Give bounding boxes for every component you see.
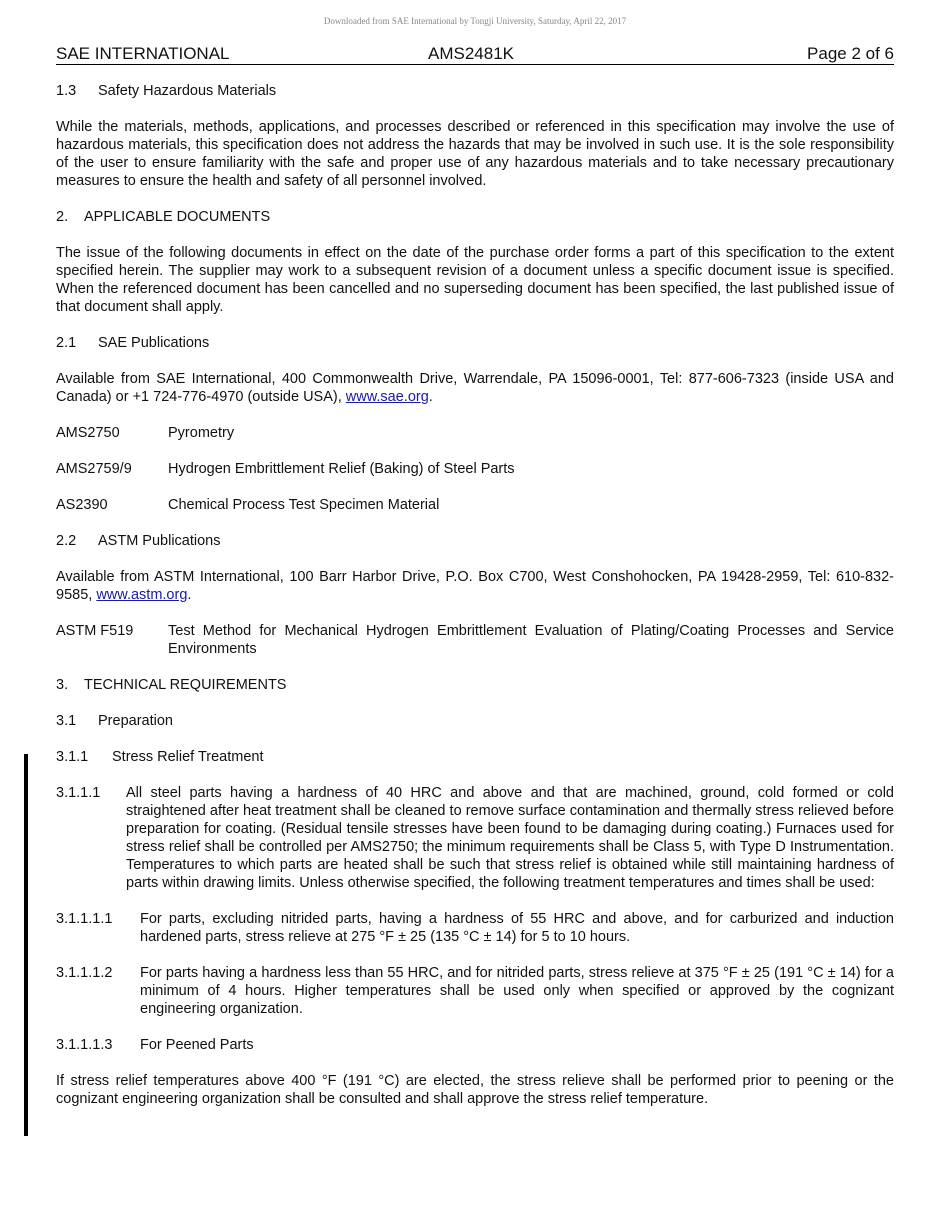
paragraph-3-1-1-1 (56, 784, 894, 892)
paragraph-3-1-1-1-2 (56, 964, 894, 1018)
section-heading-3-1 (56, 712, 894, 730)
section-title: TECHNICAL REQUIREMENTS (84, 677, 287, 693)
reference-item (56, 460, 894, 478)
reference-code: ASTM F519 (56, 623, 134, 639)
section-title: Stress Relief Treatment (112, 749, 264, 765)
header-org: SAE INTERNATIONAL (56, 44, 230, 63)
reference-title: Hydrogen Embrittlement Relief (Baking) of Steel Parts (168, 461, 515, 477)
section-heading-3 (56, 676, 894, 694)
astm-availability-text: Available from ASTM International, 100 Barr Harbor Drive, P.O. Box C700, West Conshohocken, PA 19428-2959, Tel: 610-832-9585, (56, 569, 894, 603)
section-heading-1-3 (56, 82, 894, 100)
paragraph-number: 3.1.1.1.3 (56, 1037, 113, 1053)
reference-title: Chemical Process Test Specimen Material (168, 497, 440, 513)
paragraph-3-1-1-1-1 (56, 910, 894, 946)
header-doc-number: AMS2481K (428, 44, 514, 63)
paragraph-safety: While the materials, methods, applications, and processes described or referenced in this specification may involve the use of hazardous materials, this specification does not address the hazards that may be involved in such use. It is the sole responsibility of the user to ensure familiarity with the safe and proper use of any hazardous materials and to take necessary precautionary measures to ensure the health and safety of all personnel involved. (56, 119, 894, 189)
section-title: Safety Hazardous Materials (98, 83, 277, 99)
paragraph-number: 3.1.1.1.1 (56, 911, 113, 927)
reference-code: AMS2759/9 (56, 461, 132, 477)
section-heading-2 (56, 208, 894, 226)
section-heading-2-1 (56, 334, 894, 352)
section-number: 3.1 (56, 713, 77, 729)
reference-code: AMS2750 (56, 425, 120, 441)
paragraph-number: 3.1.1.1 (56, 785, 101, 801)
paragraph-text: For parts, excluding nitrided parts, having a hardness of 55 HRC and above, and for carburized and induction hardened parts, stress relieve at 275 °F ± 25 (135 °C ± 14) for 5 to 10 hours. (140, 911, 894, 945)
reference-title: Test Method for Mechanical Hydrogen Embrittlement Evaluation of Plating/Coating Processes and Service Environments (168, 623, 894, 657)
paragraph-peened-parts: If stress relief temperatures above 400 °F (191 °C) are elected, the stress relieve shall be performed prior to peening or the cognizant engineering organization shall be consulted and shall approve the stress relief temperature. (56, 1073, 894, 1107)
paragraph-astm-availability (56, 568, 894, 604)
reference-item (56, 424, 894, 442)
section-number: 2.2 (56, 533, 77, 549)
revision-change-bar (24, 754, 28, 1136)
download-banner: Downloaded from SAE International by Tongji University, Saturday, April 22, 2017 (323, 16, 627, 26)
paragraph-3-1-1-1-3 (56, 1036, 894, 1054)
section-title: ASTM Publications (98, 533, 221, 549)
paragraph-sae-availability (56, 370, 894, 406)
astm-website-link[interactable]: www.astm.org (96, 587, 188, 603)
section-number: 2. (56, 209, 69, 225)
section-title: SAE Publications (98, 335, 210, 351)
sae-availability-text: Available from SAE International, 400 Commonwealth Drive, Warrendale, PA 15096-0001, Tel: 877-606-7323 (inside USA and Canada) or +1 724-776-4970 (outside USA), (56, 371, 894, 405)
section-heading-3-1-1 (56, 748, 894, 766)
paragraph-applicable-documents: The issue of the following documents in effect on the date of the purchase order forms a part of this specification to the extent specified herein. The supplier may work to a subsequent revision of a document unless a specific document issue is specified. When the referenced document has been cancelled and no superseding document has been specified, the last published issue of that document shall apply. (56, 245, 894, 315)
reference-title: Pyrometry (168, 425, 235, 441)
sentence-end: . (428, 389, 433, 405)
section-title: Preparation (98, 713, 173, 729)
reference-item (56, 622, 894, 658)
section-number: 3.1.1 (56, 749, 89, 765)
section-heading-2-2 (56, 532, 894, 550)
sentence-end: . (187, 587, 192, 603)
paragraph-text: All steel parts having a hardness of 40 HRC and above and that are machined, ground, cold formed or cold straightened after heat treatment shall be cleaned to remove surface contamination and thermally stress relieved before preparation for coating. (Residual tensile stresses have been found to be damaging during coating.) Furnaces used for stress relief shall be controlled per AMS2750; the minimum requirements shall be Class 5, with Type D Instrumentation. Temperatures to which parts are heated shall be such that stress relief is obtained while still maintaining hardness of parts within drawing limits. Unless otherwise specified, the following treatment temperatures and times shall be used: (126, 785, 894, 891)
paragraph-text: For parts having a hardness less than 55 HRC, and for nitrided parts, stress relieve at 375 °F ± 25 (191 °C ± 14) for a minimum of 4 hours. Higher temperatures shall be used only when specified or approved by the cognizant engineering organization. (140, 965, 894, 1017)
page-header (56, 44, 894, 65)
section-title: APPLICABLE DOCUMENTS (84, 209, 271, 225)
section-number: 1.3 (56, 83, 77, 99)
section-number: 3. (56, 677, 69, 693)
reference-item (56, 496, 894, 514)
header-page-number: Page 2 of 6 (807, 44, 894, 63)
paragraph-title: For Peened Parts (140, 1037, 254, 1053)
section-number: 2.1 (56, 335, 77, 351)
sae-website-link[interactable]: www.sae.org (345, 389, 429, 405)
paragraph-number: 3.1.1.1.2 (56, 965, 113, 981)
document-body (56, 82, 894, 1126)
reference-code: AS2390 (56, 497, 108, 513)
